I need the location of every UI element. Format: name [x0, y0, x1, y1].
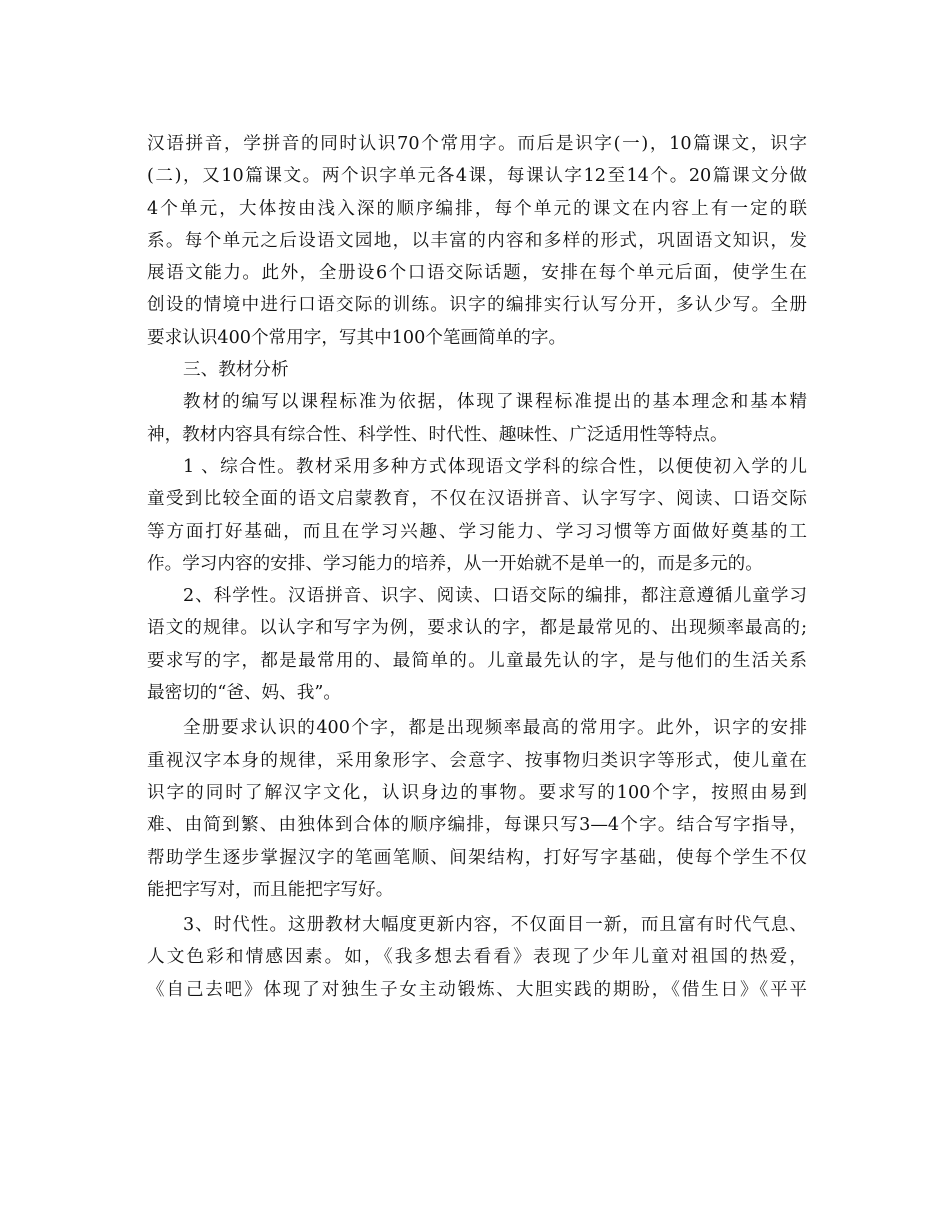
- text-line: 语文的规律。以认字和写字为例，要求认的字，都是最常见的、出现频率最高的;: [147, 618, 807, 639]
- text-line: 要求认识400个常用字，写其中100个笔画简单的字。: [147, 327, 567, 348]
- text-line: 重视汉字本身的规律，采用象形字、会意字、按事物归类识字等形式，使儿童在: [147, 750, 807, 771]
- text-line: 最密切的“爸、妈、我”。: [147, 683, 341, 704]
- text-line: 展语文能力。此外，全册设6个口语交际话题，安排在每个单元后面，使学生在: [147, 263, 807, 284]
- text-line: 要求写的字，都是最常用的、最简单的。儿童最先认的字，是与他们的生活关系: [147, 650, 807, 671]
- text-line: 创设的情境中进行口语交际的训练。识字的编排实行认写分开，多认少写。全册: [147, 295, 807, 316]
- text-line: 《自己去吧》体现了对独生子女主动锻炼、大胆实践的期盼，《借生日》《平平: [147, 979, 807, 1000]
- text-line: 等方面打好基础，而且在学习兴趣、学习能力、学习习惯等方面做好奠基的工: [147, 521, 807, 542]
- text-line: 3、时代性。这册教材大幅度更新内容，不仅面目一新，而且富有时代气息、: [183, 915, 807, 936]
- body-text: [147, 128, 807, 1006]
- text-line: 系。每个单元之后设语文园地，以丰富的内容和多样的形式，巩固语文知识，发: [147, 230, 807, 251]
- text-line: 全册要求认识的400个字，都是出现频率最高的常用字。此外，识字的安排: [183, 718, 807, 739]
- text-line: 神，教材内容具有综合性、科学性、时代性、趣味性、广泛适用性等特点。: [147, 424, 728, 445]
- text-line: 童受到比较全面的语文启蒙教育，不仅在汉语拼音、认字写字、阅读、口语交际: [147, 489, 807, 510]
- text-line: (二)，又10篇课文。两个识字单元各4课，每课认字12至14个。20篇课文分做: [147, 166, 807, 187]
- text-line: 难、由简到繁、由独体到合体的顺序编排，每课只写3—4个字。结合写字指导，: [147, 815, 807, 836]
- text-line: 2、科学性。汉语拼音、识字、阅读、口语交际的编排，都注意遵循儿童学习: [183, 586, 807, 607]
- text-line: 人文色彩和情感因素。如，《我多想去看看》表现了少年儿童对祖国的热爱，: [147, 947, 807, 968]
- text-line: 帮助学生逐步掌握汉字的笔画笔顺、间架结构，打好写字基础，使每个学生不仅: [147, 847, 807, 868]
- section-heading: 三、教材分析: [183, 360, 289, 381]
- text-line: 1 、综合性。教材采用多种方式体现语文学科的综合性，以便使初入学的儿: [183, 456, 807, 477]
- text-line: 识字的同时了解汉字文化，认识身边的事物。要求写的100个字，按照由易到: [147, 782, 807, 803]
- text-line: 汉语拼音，学拼音的同时认识70个常用字。而后是识字(一)，10篇课文，识字: [147, 134, 807, 154]
- text-line: 4个单元，大体按由浅入深的顺序编排，每个单元的课文在内容上有一定的联: [147, 198, 807, 219]
- text-line: 教材的编写以课程标准为依据，体现了课程标准提出的基本理念和基本精: [183, 392, 807, 413]
- text-line: 能把字写对，而且能把字写好。: [147, 879, 394, 900]
- text-line: 作。学习内容的安排、学习能力的培养，从一开始就不是单一的，而是多元的。: [147, 553, 763, 574]
